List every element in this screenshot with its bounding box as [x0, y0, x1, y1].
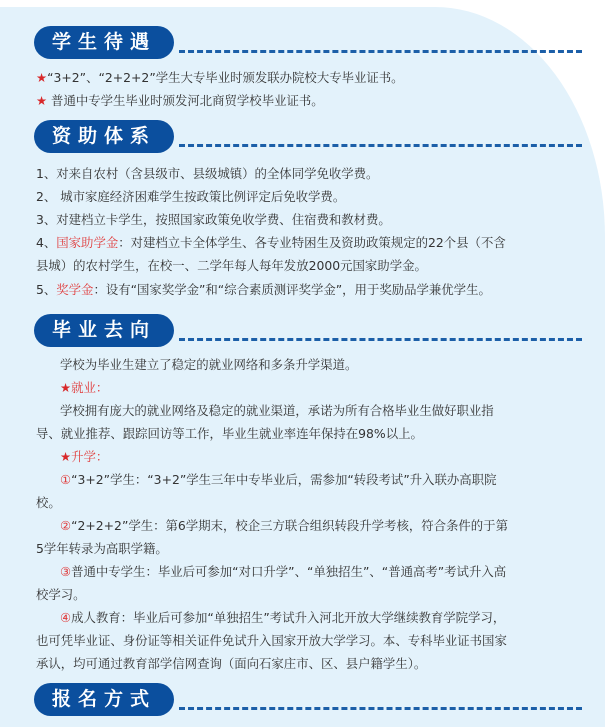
section-title: 报名方式 [34, 683, 174, 716]
list-item: 4、国家助学金：对建档立卡全体学生、各专业特困生及资助政策规定的22个县（不含 [36, 235, 506, 250]
list-item: 2、 城市家庭经济困难学生按政策比例评定后免收学费。 [36, 189, 346, 204]
highlight-term: 国家助学金 [56, 235, 119, 250]
list-item: 5、奖学金：设有“国家奖学金”和“综合素质测评奖学金”，用于奖励品学兼优学生。 [36, 282, 491, 297]
path-item: ②“2+2+2”学生：第6学期末，校企三方联合组织转段升学考核，符合条件的于第 [60, 518, 508, 533]
dashed-divider [179, 50, 582, 53]
section-title: 毕业去向 [34, 314, 174, 347]
list-item: 3、对建档立卡学生，按照国家政策免收学费、住宿费和教材费。 [36, 212, 391, 227]
path-item-continuation: 校学习。 [36, 587, 86, 602]
list-item: ★ 普通中专学生毕业时颁发河北商贸学校毕业证书。 [36, 93, 324, 108]
dashed-divider [179, 144, 582, 147]
star-icon: ★ [36, 70, 48, 85]
number-badge: ④ [60, 610, 72, 625]
star-icon: ★ [60, 449, 72, 464]
list-item-continuation: 县城）的农村学生，在校一、二学年每人每年发放2000元国家助学金。 [36, 258, 427, 273]
intro-text: 学校为毕业生建立了稳定的就业网络和多条升学渠道。 [60, 357, 358, 372]
number-badge: ③ [60, 564, 72, 579]
star-icon: ★ [36, 93, 48, 108]
dashed-divider [179, 707, 582, 710]
employment-label: ★就业： [60, 380, 109, 395]
paragraph-line: 学校拥有庞大的就业网络及稳定的就业渠道，承诺为所有合格毕业生做好职业指 [60, 403, 494, 418]
dashed-divider [179, 338, 582, 341]
number-badge: ① [60, 472, 72, 487]
path-item-continuation: 承认，均可通过教育部学信网查询（面向石家庄市、区、县户籍学生）。 [36, 656, 427, 671]
path-item-continuation: 5学年转录为高职学籍。 [36, 541, 168, 556]
path-item: ④成人教育：毕业后可参加“单独招生”考试升入河北开放大学继续教育学院学习， [60, 610, 506, 625]
path-item-continuation: 也可凭毕业证、身份证等相关证件免试升入国家开放大学学习。本、专科毕业证书国家 [36, 633, 507, 648]
list-item: 1、对来自农村（含县级市、县级城镇）的全体同学免收学费。 [36, 166, 379, 181]
paragraph-line: 导、就业推荐、跟踪回访等工作，毕业生就业率连年保持在98%以上。 [36, 426, 423, 441]
section-title: 资助体系 [34, 120, 174, 153]
highlight-term: 奖学金 [56, 282, 94, 297]
further-study-label: ★升学： [60, 449, 109, 464]
path-item: ①“3+2”学生：“3+2”学生三年中专毕业后，需参加“转段考试”升入联办高职院 [60, 472, 497, 487]
number-badge: ② [60, 518, 72, 533]
star-icon: ★ [60, 380, 72, 395]
section-title: 学生待遇 [34, 26, 174, 59]
path-item-continuation: 校。 [36, 495, 61, 510]
path-item: ③普通中专学生：毕业后可参加“对口升学”、“单独招生”、“普通高考”考试升入高 [60, 564, 507, 579]
list-item: ★“3+2”、“2+2+2”学生大专毕业时颁发联办院校大专毕业证书。 [36, 70, 404, 85]
